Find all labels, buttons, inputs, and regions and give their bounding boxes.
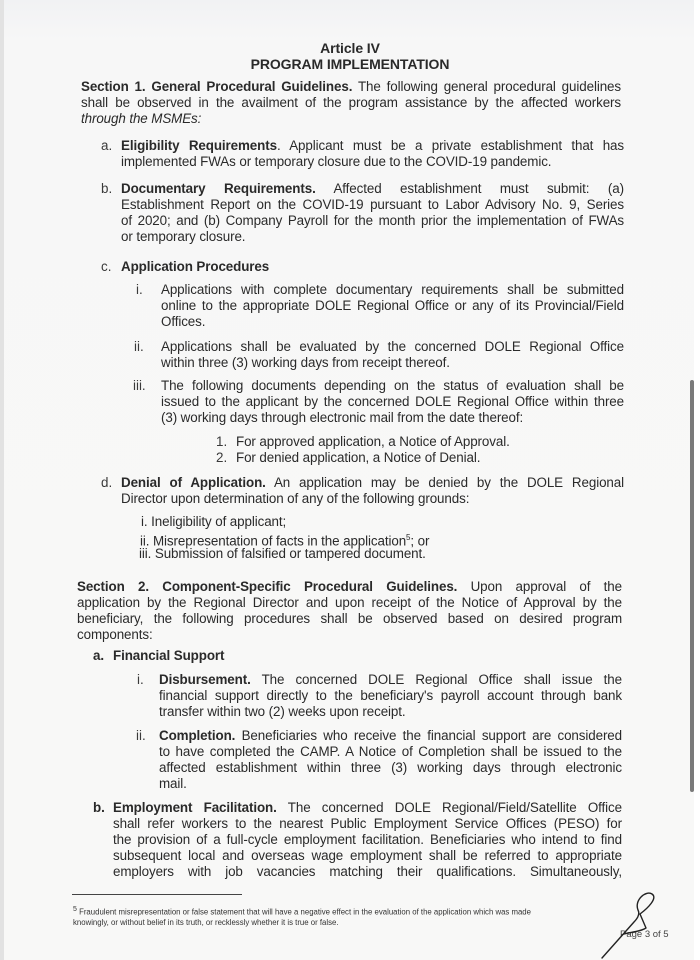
item-d-line2: Director upon determination of any of the following grounds: [121, 491, 470, 506]
item-a-line1 [121, 138, 624, 154]
page-edge-shadow [690, 380, 694, 792]
ground-1 [141, 514, 286, 530]
item-c-ii-line2: within three (3) working days from receipt thereof. [161, 355, 450, 370]
employment-line1 [113, 800, 622, 816]
completion-marker: ii. [136, 728, 146, 743]
item-a-line2: implemented FWAs or temporary closure due to the COVID-19 pandemic. [121, 154, 552, 169]
ground-2-text: Misrepresentation of facts in the application [153, 533, 407, 549]
ground-3-marker: iii. [139, 546, 152, 561]
item-a-marker: a. [101, 138, 113, 153]
section1-intro-line3 [81, 111, 201, 127]
notice-item-1-marker: 1. [216, 434, 228, 449]
ground-2-after: ; or [410, 533, 430, 549]
financial-support-marker: a. [93, 648, 104, 663]
completion-line3: affected establishment within three (3) working days through electronic [159, 760, 622, 775]
item-c-marker: c. [101, 259, 112, 274]
employment-line5: employers with job vacancies matching their qualifications. Simultaneously, [113, 864, 622, 879]
section2-intro-line3: beneficiary, the following procedures shall be observed based on desired program [77, 611, 622, 626]
section2-intro-text: Upon approval of the [470, 579, 622, 594]
item-b-heading: Documentary Requirements. [121, 181, 316, 196]
item-b-line1 [121, 181, 624, 197]
item-c-i-marker: i. [136, 282, 143, 297]
section1-intro-line1: The following general procedural guidelines [357, 79, 621, 94]
item-c-i-line1: Applications with complete documentary requirements shall be submitted [161, 282, 624, 297]
financial-support-heading: Financial Support [113, 648, 225, 663]
disbursement-heading: Disbursement. [159, 672, 251, 687]
disbursement-line1 [159, 672, 622, 688]
item-c-i-line3: Offices. [161, 314, 206, 329]
completion-line1 [159, 728, 622, 744]
section1-intro [81, 79, 621, 95]
ground-3-text: Submission of falsified or tampered document. [154, 546, 426, 561]
completion-line4: mail. [159, 776, 187, 791]
item-d-text: An application may be denied by the DOLE Regional [273, 475, 624, 490]
item-b-marker: b. [101, 181, 113, 196]
item-a-text: . Applicant must be a private establishment that has [276, 138, 624, 153]
disbursement-line2: financial support directly to the beneficiary's payroll account through bank [159, 688, 622, 703]
item-c-iii-line2: issued to the applicant by the concerned DOLE Regional Office within three [161, 394, 624, 409]
item-a-heading: Eligibility Requirements [121, 138, 277, 153]
employment-line4: subsequent local and overseas wage employment shall be referred to appropriate [113, 848, 622, 863]
footnote-line2: knowingly, or without belief in its truth, or recklessly whether it is true or false. [73, 918, 339, 927]
item-b-text: Affected establishment must submit: (a) [333, 181, 624, 196]
page-right-margin [694, 0, 700, 960]
section2-intro-line1 [77, 579, 622, 595]
completion-text: Beneficiaries who receive the financial support are considered [241, 728, 622, 743]
item-c-i-line2: online to the appropriate DOLE Regional Office or any of its Provincial/Field [161, 298, 624, 313]
footnote-rule [72, 894, 242, 895]
ground-1-marker: i. [141, 514, 148, 529]
footnote-text-1: Fraudulent misrepresentation or false statement that will have a negative effect in the evaluation of the application which was made [79, 907, 531, 917]
ground-3 [139, 546, 426, 562]
section2-heading: Section 2. Component-Specific Procedural Guidelines. [77, 579, 458, 594]
item-b-line2: Establishment Report on the COVID-19 pursuant to Labor Advisory No. 9, Series [121, 197, 624, 212]
disbursement-text: The concerned DOLE Regional Office shall issue the [261, 672, 622, 687]
item-c-ii-marker: ii. [134, 339, 144, 354]
ground-1-text: Ineligibility of applicant; [151, 514, 287, 529]
item-c-iii-marker: iii. [133, 378, 146, 393]
item-b-line3: of 2020; and (b) Company Payroll for the month prior the implementation of FWAs [121, 213, 624, 228]
item-d-line1 [121, 475, 624, 491]
section1-intro-line3-text: through the MSMEs: [81, 111, 202, 126]
notice-item-1: For approved application, a Notice of Approval. [236, 434, 510, 449]
item-c-ii-line1: Applications shall be evaluated by the concerned DOLE Regional Office [161, 339, 624, 354]
item-b-line4: or temporary closure. [121, 229, 246, 244]
section2-intro-line2: application by the Regional Director and upon receipt of the Notice of Approval by the [77, 595, 622, 610]
employment-line3: the provision of a full-cycle employment facilitation. Beneficiaries who intend to find [113, 832, 622, 847]
page-number: Page 3 of 5 [620, 929, 669, 940]
article-title: PROGRAM IMPLEMENTATION [250, 56, 450, 72]
item-d-marker: d. [101, 475, 113, 490]
completion-heading: Completion. [159, 728, 236, 743]
item-c-iii-line1: The following documents depending on the status of evaluation shall be [161, 378, 624, 393]
signature-icon [600, 884, 680, 960]
completion-line2: to have completed the CAMP. A Notice of Completion shall be issued to the [159, 744, 622, 759]
employment-text: The concerned DOLE Regional/Field/Satellite Office [287, 800, 622, 815]
employment-line2: shall refer workers to the nearest Public Employment Service Offices (PESO) for [113, 816, 622, 831]
item-c-iii-line3: (3) working days through electronic mail from the date thereof: [161, 410, 524, 425]
item-d-heading: Denial of Application. [121, 475, 266, 490]
footnote-ref-5: 5 [406, 533, 411, 542]
section1-heading: Section 1. General Procedural Guidelines. [81, 79, 353, 94]
article-number: Article IV [320, 40, 380, 56]
disbursement-marker: i. [137, 672, 144, 687]
page-left-edge [0, 0, 4, 960]
section1-intro-line2: shall be observed in the availment of the program assistance by the affected workers [81, 95, 621, 110]
footnote-line1 [73, 904, 633, 918]
employment-heading: Employment Facilitation. [113, 800, 277, 815]
footnote-number: 5 [73, 906, 77, 913]
ground-2-marker: ii. [140, 533, 150, 549]
notice-item-2: For denied application, a Notice of Denial. [236, 450, 481, 465]
section2-intro-line4: components: [77, 627, 153, 642]
disbursement-line3: transfer within two (2) weeks upon receipt. [159, 704, 406, 719]
employment-marker: b. [93, 800, 105, 815]
notice-item-2-marker: 2. [216, 450, 228, 465]
item-c-heading: Application Procedures [121, 259, 270, 274]
